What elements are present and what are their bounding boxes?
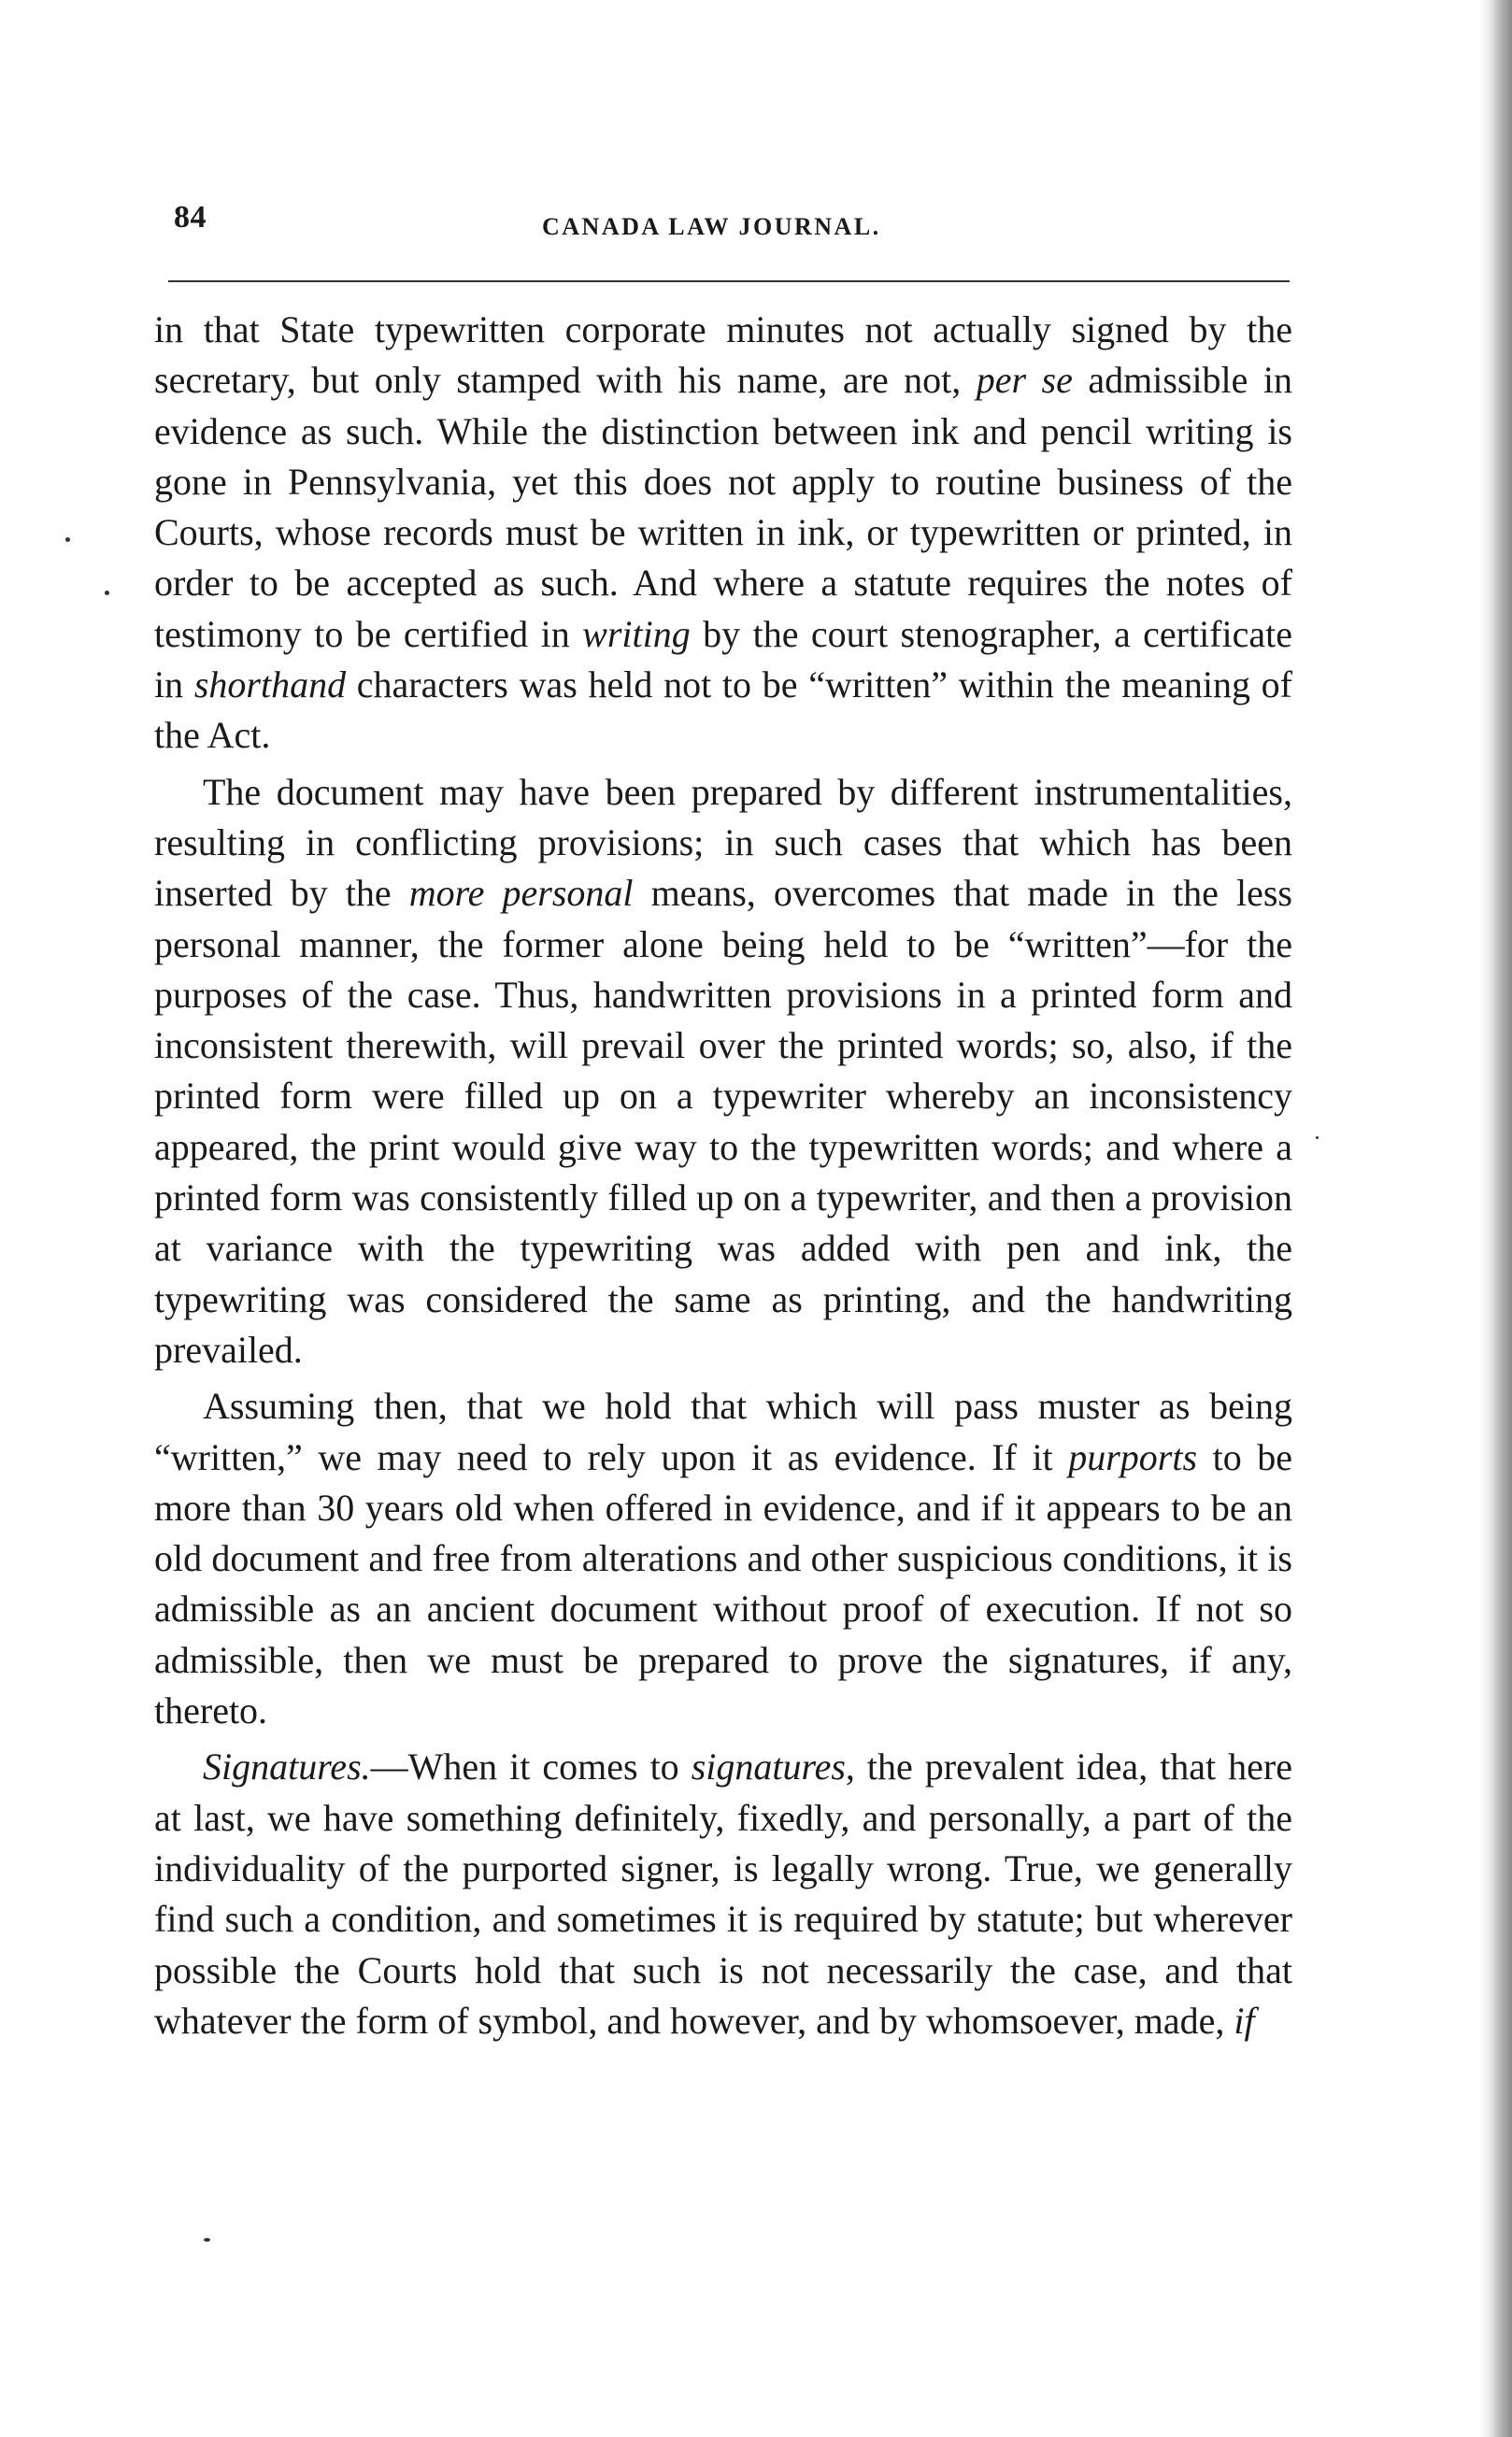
text-run: The document may have been prepared by different instrumentalities, resulting in conflicting provisions; in such cases that which has been inserted by the xyxy=(154,770,1292,915)
paragraph xyxy=(154,767,1292,1376)
scan-speck xyxy=(1316,1136,1319,1139)
page-header xyxy=(168,187,1290,252)
paragraph xyxy=(154,305,1292,762)
italic-text: writing xyxy=(582,612,691,655)
scan-speck xyxy=(105,591,109,595)
scan-speck xyxy=(65,537,70,542)
text-run: means, overcomes that made in the less personal manner, the former alone being held to be “written”—for the purposes of the case. Thus, handwritten provisions in a printed form and inconsistent therewith, will prevail over the printed words; so, also, if the printed form were filled up on a typewriter whereby an inconsistency appeared, the print would give way to the typewritten words; and where a printed form was consistently filled up on a typewriter, and then a provision at variance with the typewriting was added with pen and ink, the typewriting was considered the same as printing, and the handwriting prevailed. xyxy=(154,872,1292,1371)
italic-text: purports xyxy=(1068,1435,1198,1478)
text-run: characters was held not to be “written” within the meaning of the Act. xyxy=(154,663,1292,757)
text-run: —When it comes to xyxy=(370,1746,692,1789)
text-run: by the court stenographer, a certificate in xyxy=(154,612,1292,706)
italic-text: signatures xyxy=(691,1746,846,1789)
paragraph xyxy=(154,1742,1292,2046)
page-number: 84 xyxy=(174,200,207,235)
paragraph xyxy=(154,1381,1292,1736)
text-run: in that State typewritten corporate minutes not actually signed by the secretary, but only stamped with his name, are not, xyxy=(154,308,1292,402)
italic-text: per se xyxy=(976,359,1073,402)
body-text xyxy=(154,305,1292,2052)
text-run: admissible in evidence as such. While the distinction between ink and pencil writing is gone in Pennsylvania, yet this does not apply to routine business of the Courts, whose records must be written in ink, or typewritten or printed, in order to be accepted as such. And where a statute requires the notes of testimony to be certified in xyxy=(154,359,1293,655)
italic-text: Signatures. xyxy=(203,1746,371,1789)
text-run: , the prevalent idea, that here at last, we have something definitely, fixedly, and personally, a part of the individuality of the purported signer, is legally wrong. True, we generally find such a condition, and sometimes it is required by statute; but wherever possible the Courts hold that such is not necessarily the case, and that whatever the form of symbol, and however, and by whomsoever, made, xyxy=(154,1746,1292,2042)
header-rule xyxy=(168,280,1290,282)
italic-text: shorthand xyxy=(193,663,347,706)
running-title: CANADA LAW JOURNAL. xyxy=(542,213,881,240)
text-run: Assuming then, that we hold that which will pass muster as being “written,” we may need to rely upon it as evidence. If it xyxy=(154,1385,1292,1478)
scan-speck xyxy=(204,2238,210,2242)
italic-text: more personal xyxy=(408,872,634,915)
italic-text: if xyxy=(1234,1999,1255,2042)
text-run: to be more than 30 years old when offered in evidence, and if it appears to be an old document and free from alterations and other suspicious conditions, it is admissible as an ancient document without proof of execution. If not so admissible, then we must be prepared to prove the signatures, if any, thereto. xyxy=(154,1435,1292,1732)
page-edge-shadow xyxy=(1480,0,1512,2437)
